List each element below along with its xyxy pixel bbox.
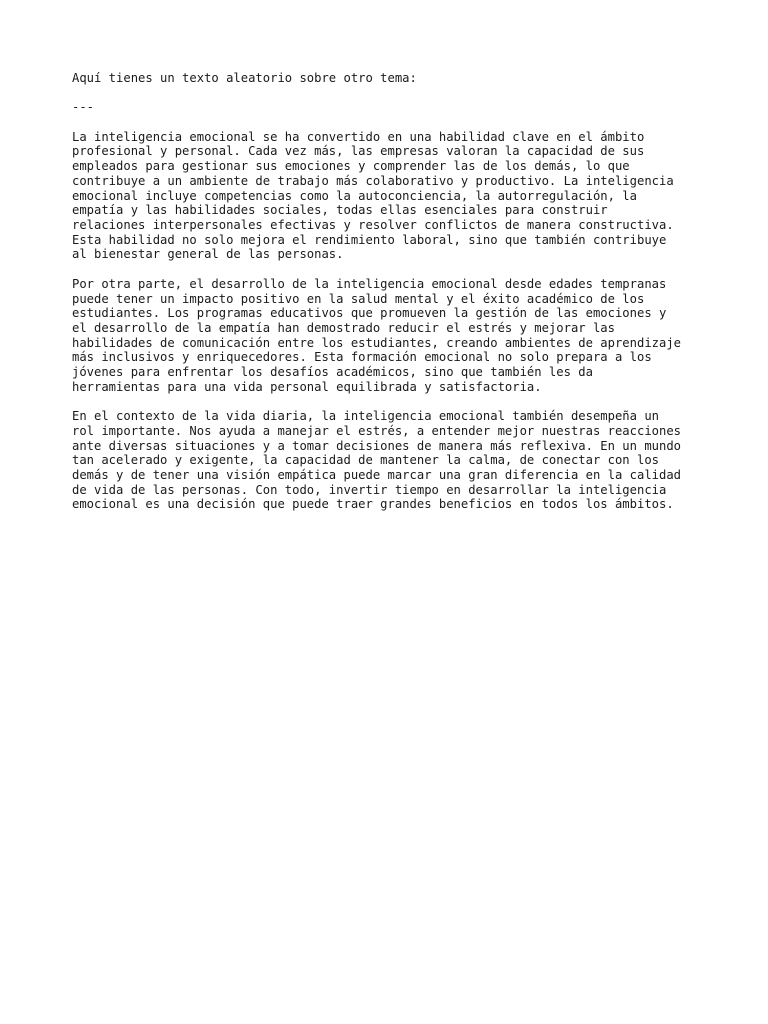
paragraph-line: Esta habilidad no solo mejora el rendimiento laboral, sino que también contribuye: [72, 232, 667, 247]
paragraph-line: contribuye a un ambiente de trabajo más colaborativo y productivo. La inteligencia: [72, 173, 674, 188]
paragraph-line: puede tener un impacto positivo en la salud mental y el éxito académico de los: [72, 291, 645, 306]
paragraph-line: emocional incluye competencias como la autoconciencia, la autorregulación, la: [72, 188, 637, 203]
paragraph-line: habilidades de comunicación entre los estudiantes, creando ambientes de aprendizaje: [72, 335, 682, 350]
spacer: [72, 394, 712, 409]
paragraph-1: [72, 130, 712, 262]
paragraph-line: ante diversas situaciones y a tomar decisiones de manera más reflexiva. En un mundo: [72, 438, 682, 453]
paragraph-line: el desarrollo de la empatía han demostrado reducir el estrés y mejorar las: [72, 320, 615, 335]
paragraph-line: En el contexto de la vida diaria, la inteligencia emocional también desempeña un: [72, 409, 659, 424]
paragraph-line: al bienestar general de las personas.: [72, 247, 344, 262]
paragraph-line: jóvenes para enfrentar los desafíos académicos, sino que también les da: [72, 365, 593, 380]
intro-line: Aquí tienes un texto aleatorio sobre otro tema:: [72, 71, 417, 85]
paragraph-line: Por otra parte, el desarrollo de la inteligencia emocional desde edades tempranas: [72, 276, 667, 291]
paragraph-line: demás y de tener una visión empática puede marcar una gran diferencia en la calidad: [72, 467, 682, 482]
paragraph-line: de vida de las personas. Con todo, invertir tiempo en desarrollar la inteligencia: [72, 482, 667, 497]
paragraph-line: emocional es una decisión que puede traer grandes beneficios en todos los ámbitos.: [72, 497, 674, 512]
paragraph-line: relaciones interpersonales efectivas y resolver conflictos de manera constructiva.: [72, 218, 674, 232]
paragraph-line: empleados para gestionar sus emociones y comprender las de los demás, lo que: [72, 159, 630, 174]
separator-line: ---: [72, 100, 95, 115]
spacer: [72, 262, 712, 277]
paragraph-line: profesional y personal. Cada vez más, las empresas valoran la capacidad de sus: [72, 144, 645, 159]
paragraph-line: rol importante. Nos ayuda a manejar el estrés, a entender mejor nuestras reacciones: [72, 423, 682, 438]
paragraph-line: tan acelerado y exigente, la capacidad de mantener la calma, de conectar con los: [72, 453, 659, 468]
paragraph-line: empatía y las habilidades sociales, todas ellas esenciales para construir: [72, 203, 608, 218]
paragraph-line: más inclusivos y enriquecedores. Esta formación emocional no solo prepara a los: [72, 350, 652, 365]
paragraph-line: estudiantes. Los programas educativos que promueven la gestión de las emociones y: [72, 306, 667, 321]
document-page: [72, 71, 712, 512]
paragraph-3: [72, 409, 712, 512]
spacer: [72, 115, 712, 130]
paragraph-line: La inteligencia emocional se ha convertido en una habilidad clave en el ámbito: [72, 129, 645, 144]
paragraph-2: [72, 277, 712, 395]
paragraph-line: herramientas para una vida personal equilibrada y satisfactoria.: [72, 379, 542, 394]
spacer: [72, 86, 712, 101]
